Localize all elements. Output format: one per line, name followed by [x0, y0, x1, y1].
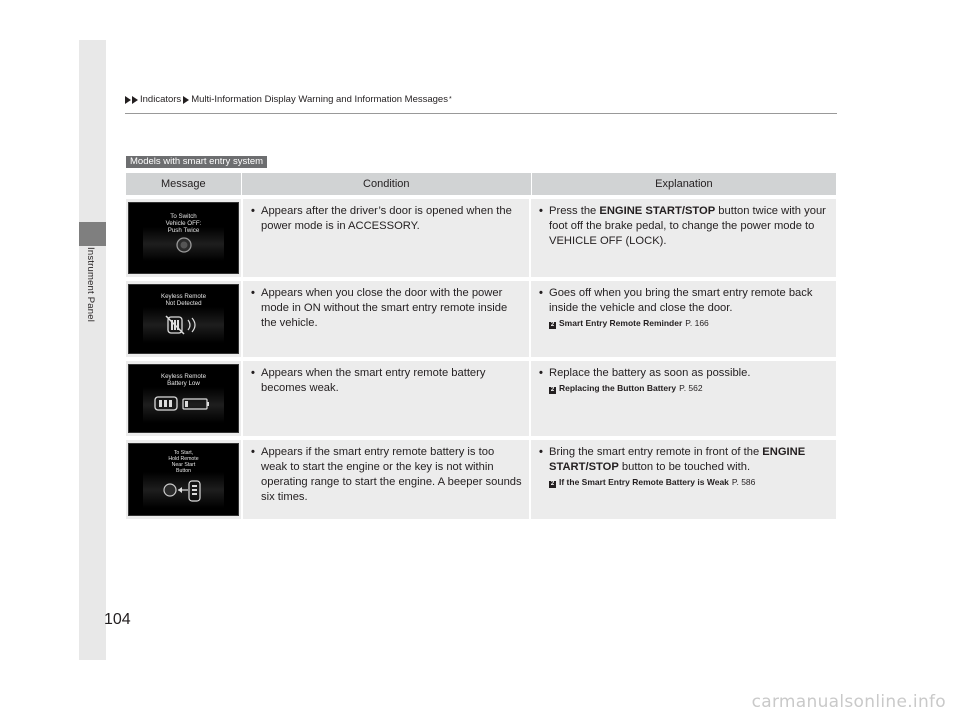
condition-cell: • Appears when the smart entry remote battery becomes weak. [241, 361, 531, 436]
remote-battery-low-icon [153, 395, 213, 413]
reference-arrow-icon: 2 [550, 387, 555, 393]
breadcrumb-arrow-icon [132, 96, 138, 104]
display-text: Keyless Remote Not Detected [160, 293, 207, 307]
start-button-icon [169, 235, 199, 257]
breadcrumb-item[interactable]: Indicators [140, 94, 182, 105]
message-cell [126, 440, 241, 519]
side-tab-marker [79, 222, 106, 246]
column-header: Explanation [655, 178, 713, 190]
side-tab-label: Instrument Panel [85, 247, 96, 323]
page-number: 104 [104, 611, 131, 628]
table-header [126, 173, 836, 195]
table-row [126, 281, 836, 357]
watermark: carmanualsonline.info [751, 692, 946, 712]
explanation-cell: • Press the ENGINE START/STOP button twice with your foot off the brake pedal, to change the power mode to VEHICLE OFF (LOCK). [539, 205, 826, 247]
reference-arrow-icon: 2 [550, 322, 555, 328]
explanation-cell: • Goes off when you bring the smart entry remote back inside the vehicle and close the door. 2 Smart Entry Remote Reminder P. 166 [531, 281, 836, 357]
display-screen-image [128, 443, 239, 516]
breadcrumb [125, 94, 452, 105]
breadcrumb-item[interactable]: Multi-Information Display Warning and Information Messages [191, 94, 448, 105]
breadcrumb-arrow-icon [125, 96, 131, 104]
display-text: To Start, Hold Remote Near Start Button [168, 450, 199, 474]
page-reference[interactable]: 2 If the Smart Entry Remote Battery is Weak P. 586 [550, 477, 756, 487]
side-tab-track [79, 40, 106, 660]
column-header: Message [161, 178, 206, 190]
display-screen-image [128, 284, 239, 354]
message-cell [126, 199, 241, 277]
message-cell [126, 361, 241, 436]
condition-cell: • Appears when you close the door with the power mode in ON without the smart entry remote inside the vehicle. [241, 281, 531, 357]
explanation-cell: • Replace the battery as soon as possible. 2 Replacing the Button Battery P. 562 [531, 361, 836, 436]
reference-arrow-icon: 2 [550, 481, 555, 487]
remote-not-detected-icon [162, 314, 208, 336]
message-table [126, 173, 836, 519]
section-badge: Models with smart entry system [126, 156, 267, 168]
breadcrumb-arrow-icon [183, 96, 189, 104]
display-screen-image [128, 202, 239, 274]
breadcrumb-mark: * [448, 96, 452, 103]
column-header: Condition [241, 173, 532, 195]
page-reference[interactable]: 2 Replacing the Button Battery P. 562 [550, 383, 703, 393]
table-row [126, 440, 836, 519]
display-text: To Switch Vehicle OFF: Push Twice [165, 213, 202, 234]
table-row [126, 361, 836, 436]
display-text: Keyless Remote Battery Low [160, 373, 207, 387]
header-rule [125, 113, 837, 114]
display-screen-image [128, 364, 239, 433]
remote-to-start-button-icon [162, 478, 206, 504]
table-row [126, 199, 836, 277]
condition-cell: • Appears if the smart entry remote battery is too weak to start the engine or the key is not within operating range to start the engine. A beeper sounds six times. [241, 440, 531, 519]
message-cell [126, 281, 241, 357]
page-reference[interactable]: 2 Smart Entry Remote Reminder P. 166 [550, 318, 709, 328]
condition-cell: • Appears after the driver’s door is opened when the power mode is in ACCESSORY. [241, 199, 531, 277]
explanation-cell: • Bring the smart entry remote in front of the ENGINE START/STOP button to be touched with. 2 If the Smart Entry Remote Battery is Weak P. 586 [531, 440, 836, 519]
